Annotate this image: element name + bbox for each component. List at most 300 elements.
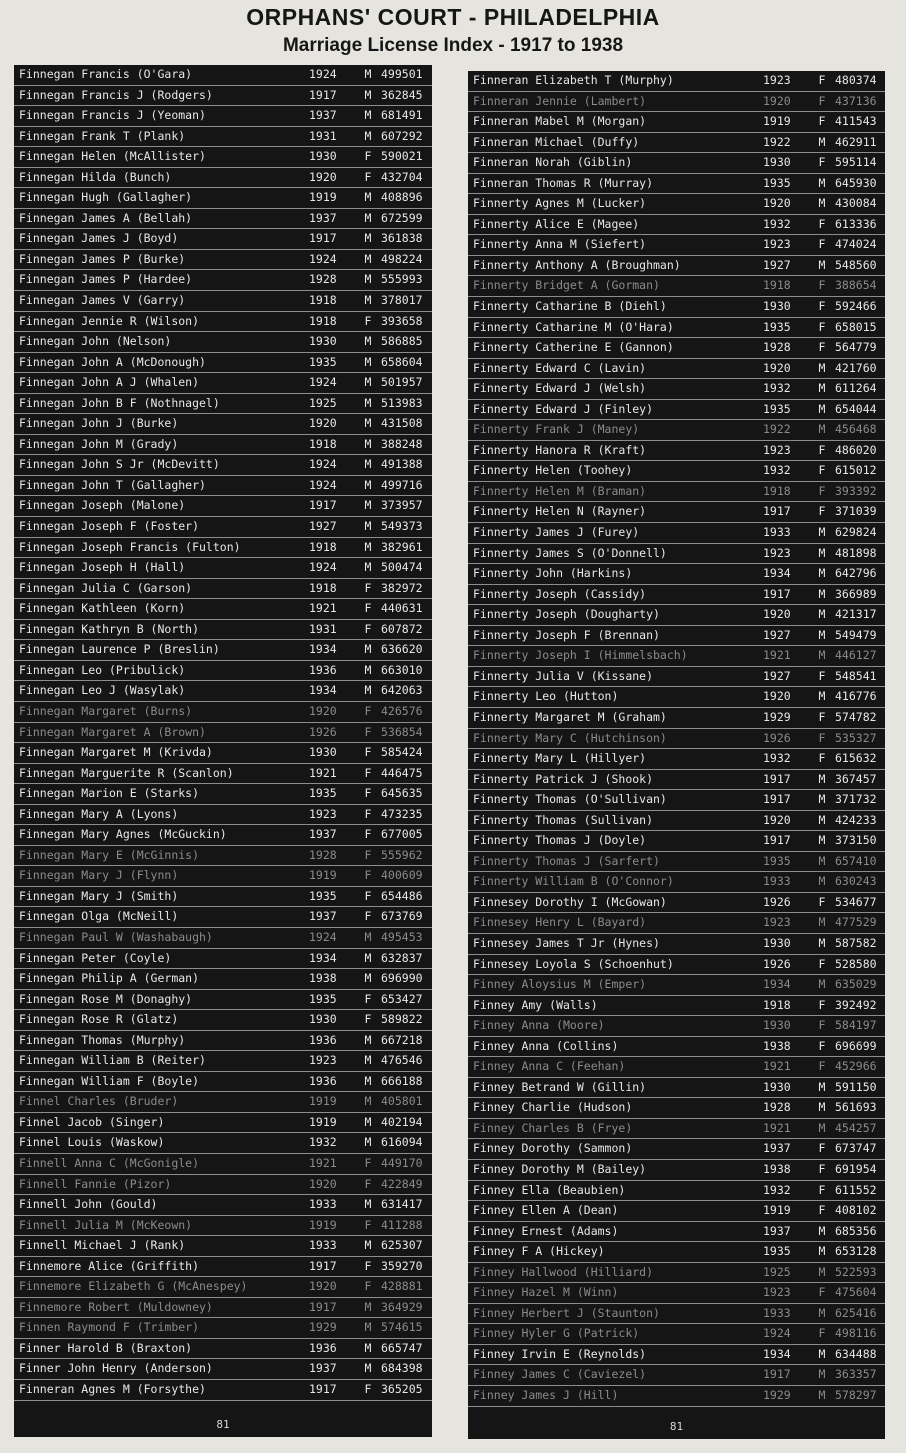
entry-name: Finney James C (Caviezel) (473, 1367, 647, 1382)
entry-sex: M (364, 190, 372, 205)
entry-license-number: 631417 (381, 1197, 423, 1212)
entry-year: 1934 (763, 1346, 791, 1361)
entry-sex: M (364, 231, 372, 246)
entry-name: Finnerty Catherine E (Gannon) (473, 340, 674, 355)
entry-license-number: 607872 (381, 621, 423, 636)
entry-year: 1934 (763, 977, 791, 992)
entry-year: 1926 (309, 724, 337, 739)
entry-license-number: 696699 (835, 1038, 877, 1053)
index-row (14, 496, 432, 517)
entry-license-number: 634488 (835, 1346, 877, 1361)
entry-name: Finnegan Margaret (Burns) (19, 703, 193, 718)
entry-sex: M (818, 689, 826, 704)
entry-sex: F (818, 114, 826, 129)
entry-sex: M (364, 1340, 372, 1355)
entry-license-number: 578297 (835, 1388, 877, 1402)
entry-sex: M (818, 381, 826, 396)
index-row (468, 687, 885, 708)
entry-sex: M (364, 1032, 372, 1047)
entry-license-number: 481898 (835, 545, 877, 560)
entry-name: Finnegan Francis J (Yeoman) (19, 108, 206, 123)
entry-name: Finney Charles B (Frye) (473, 1120, 633, 1135)
entry-name: Finnerty Thomas J (Doyle) (473, 833, 647, 848)
entry-year: 1930 (763, 155, 791, 170)
entry-year: 1935 (763, 175, 791, 190)
entry-name: Finnegan Joseph Francis (Fulton) (19, 539, 241, 554)
entry-sex: M (364, 354, 372, 369)
entry-sex: F (364, 786, 372, 801)
entry-license-number: 421760 (835, 360, 877, 375)
index-row (14, 661, 432, 682)
entry-name: Finnerty Joseph (Cassidy) (473, 586, 647, 601)
entry-sex: M (818, 360, 826, 375)
entry-sex: M (818, 175, 826, 190)
entry-sex: M (364, 1073, 372, 1088)
index-row (14, 250, 432, 271)
entry-year: 1933 (763, 525, 791, 540)
entry-year: 1923 (763, 442, 791, 457)
entry-year: 1919 (763, 114, 791, 129)
left-page-number: 81 (216, 1418, 230, 1431)
entry-sex: F (818, 668, 826, 683)
entry-license-number: 411288 (381, 1217, 423, 1232)
index-row (14, 723, 432, 744)
index-row (468, 585, 885, 606)
entry-license-number: 408102 (835, 1203, 877, 1218)
entry-sex: M (364, 1197, 372, 1212)
entry-year: 1920 (309, 1279, 337, 1294)
entry-year: 1930 (309, 1012, 337, 1027)
entry-year: 1920 (309, 416, 337, 431)
entry-name: Finney Irvin E (Reynolds) (473, 1346, 647, 1361)
entry-name: Finnerty John (Harkins) (473, 566, 633, 581)
index-row (14, 1257, 432, 1278)
entry-sex: M (818, 1367, 826, 1382)
index-row (14, 784, 432, 805)
entry-name: Finnegan John B F (Nothnagel) (19, 395, 220, 410)
entry-name: Finnegan Philip A (German) (19, 971, 200, 986)
entry-sex: M (364, 971, 372, 986)
entry-sex: M (364, 950, 372, 965)
entry-year: 1931 (309, 128, 337, 143)
entry-sex: M (818, 812, 826, 827)
entry-license-number: 367457 (835, 771, 877, 786)
entry-year: 1935 (763, 401, 791, 416)
entry-year: 1933 (763, 1305, 791, 1320)
entry-name: Finney Betrand W (Gillin) (473, 1079, 647, 1094)
entry-license-number: 611264 (835, 381, 877, 396)
entry-year: 1925 (309, 395, 337, 410)
index-row (14, 1359, 432, 1380)
entry-name: Finney Anna (Collins) (473, 1038, 619, 1053)
index-row (468, 359, 885, 380)
entry-year: 1926 (763, 730, 791, 745)
entry-year: 1917 (763, 833, 791, 848)
entry-sex: F (364, 827, 372, 842)
entry-year: 1924 (309, 375, 337, 390)
entry-name: Finnerty Joseph I (Himmelsbach) (473, 648, 688, 663)
entry-name: Finnegan Mary J (Flynn) (19, 868, 179, 883)
entry-license-number: 642063 (381, 683, 423, 698)
entry-name: Finnerty James S (O'Donnell) (473, 545, 667, 560)
entry-sex: F (818, 463, 826, 478)
entry-year: 1932 (763, 751, 791, 766)
entry-year: 1928 (309, 272, 337, 287)
entry-license-number: 642796 (835, 566, 877, 581)
entry-sex: M (818, 915, 826, 930)
entry-sex: F (818, 1161, 826, 1176)
entry-license-number: 615632 (835, 751, 877, 766)
index-row (468, 790, 885, 811)
entry-license-number: 673769 (381, 909, 423, 924)
entry-name: Finnegan John M (Grady) (19, 436, 179, 451)
entry-sex: F (818, 93, 826, 108)
entry-sex: F (818, 483, 826, 498)
entry-license-number: 473235 (381, 806, 423, 821)
entry-license-number: 654044 (835, 401, 877, 416)
entry-sex: M (818, 874, 826, 889)
entry-year: 1926 (763, 956, 791, 971)
entry-year: 1930 (309, 149, 337, 164)
entry-sex: F (818, 299, 826, 314)
entry-year: 1933 (763, 874, 791, 889)
entry-name: Finnesey James T Jr (Hynes) (473, 935, 660, 950)
entry-name: Finnerty Patrick J (Shook) (473, 771, 654, 786)
entry-sex: F (364, 169, 372, 184)
entry-license-number: 378017 (381, 293, 423, 308)
index-row (14, 949, 432, 970)
entry-license-number: 475604 (835, 1285, 877, 1300)
entry-sex: M (364, 416, 372, 431)
entry-name: Finney Herbert J (Staunton) (473, 1305, 660, 1320)
index-row (468, 770, 885, 791)
entry-license-number: 498224 (381, 251, 423, 266)
entry-name: Finnegan Joseph H (Hall) (19, 560, 186, 575)
entry-license-number: 549373 (381, 519, 423, 534)
entry-license-number: 393658 (381, 313, 423, 328)
entry-name: Finnerty Thomas J (Sarfert) (473, 853, 660, 868)
entry-sex: F (818, 709, 826, 724)
entry-sex: M (364, 683, 372, 698)
index-row (468, 1160, 885, 1181)
entry-year: 1923 (763, 915, 791, 930)
entry-name: Finnell Fannie (Pizor) (19, 1176, 172, 1191)
index-row (468, 1201, 885, 1222)
entry-license-number: 500474 (381, 560, 423, 575)
entry-name: Finnegan Olga (McNeill) (19, 909, 179, 924)
entry-license-number: 636620 (381, 642, 423, 657)
entry-license-number: 673747 (835, 1141, 877, 1156)
index-row (468, 194, 885, 215)
entry-year: 1923 (309, 1053, 337, 1068)
entry-name: Finneran Norah (Giblin) (473, 155, 633, 170)
entry-year: 1918 (763, 997, 791, 1012)
entry-name: Finnerty Alice E (Magee) (473, 216, 640, 231)
index-row (468, 482, 885, 503)
entry-year: 1935 (763, 319, 791, 334)
entry-name: Finnell John (Gould) (19, 1197, 158, 1212)
entry-license-number: 663010 (381, 662, 423, 677)
index-row (14, 1195, 432, 1216)
entry-year: 1920 (763, 607, 791, 622)
entry-name: Finney James J (Hill) (473, 1388, 619, 1402)
entry-year: 1918 (763, 483, 791, 498)
index-row (468, 71, 885, 92)
entry-license-number: 373957 (381, 498, 423, 513)
entry-sex: F (364, 313, 372, 328)
entry-name: Finnemore Robert (Muldowney) (19, 1299, 213, 1314)
entry-sex: M (818, 607, 826, 622)
entry-name: Finnegan Mary A (Lyons) (19, 806, 179, 821)
entry-name: Finnell Anna C (McGonigle) (19, 1155, 200, 1170)
index-row (468, 893, 885, 914)
entry-name: Finnegan Mary Agnes (McGuckin) (19, 827, 227, 842)
entry-license-number: 428881 (381, 1279, 423, 1294)
entry-sex: M (818, 853, 826, 868)
entry-sex: M (818, 977, 826, 992)
entry-name: Finnerty Helen M (Braman) (473, 483, 647, 498)
entry-year: 1919 (309, 1094, 337, 1109)
entry-license-number: 411543 (835, 114, 877, 129)
index-row (468, 626, 885, 647)
entry-sex: F (818, 1285, 826, 1300)
entry-name: Finnerty Thomas (O'Sullivan) (473, 792, 667, 807)
entry-sex: M (364, 1114, 372, 1129)
entry-sex: M (364, 1320, 372, 1335)
entry-name: Finnegan Frank T (Plank) (19, 128, 186, 143)
entry-sex: M (364, 560, 372, 575)
index-row (14, 106, 432, 127)
page-header (0, 4, 906, 58)
entry-name: Finnegan Laurence P (Breslin) (19, 642, 220, 657)
entry-license-number: 499501 (381, 67, 423, 81)
entry-license-number: 592466 (835, 299, 877, 314)
entry-year: 1935 (309, 888, 337, 903)
entry-sex: M (818, 771, 826, 786)
entry-license-number: 574615 (381, 1320, 423, 1335)
entry-year: 1924 (763, 1326, 791, 1341)
entry-year: 1934 (763, 566, 791, 581)
entry-license-number: 366989 (835, 586, 877, 601)
entry-sex: F (818, 751, 826, 766)
entry-sex: M (818, 134, 826, 149)
entry-name: Finneran Elizabeth T (Murphy) (473, 73, 674, 87)
index-row (14, 270, 432, 291)
index-row (468, 1222, 885, 1243)
entry-sex: F (364, 724, 372, 739)
index-row (468, 729, 885, 750)
entry-year: 1937 (309, 210, 337, 225)
index-row (468, 523, 885, 544)
entry-year: 1933 (309, 1238, 337, 1253)
entry-year: 1932 (309, 1135, 337, 1150)
entry-license-number: 393392 (835, 483, 877, 498)
entry-license-number: 373150 (835, 833, 877, 848)
entry-name: Finnerty Julia V (Kissane) (473, 668, 654, 683)
entry-sex: M (364, 1361, 372, 1376)
entry-year: 1921 (309, 1155, 337, 1170)
index-row (468, 338, 885, 359)
entry-year: 1917 (763, 586, 791, 601)
entry-year: 1918 (309, 539, 337, 554)
entry-sex: M (364, 539, 372, 554)
entry-sex: F (818, 340, 826, 355)
entry-sex: F (364, 991, 372, 1006)
entry-name: Finney Amy (Walls) (473, 997, 598, 1012)
entry-name: Finney Hyler G (Patrick) (473, 1326, 640, 1341)
entry-sex: F (818, 997, 826, 1012)
entry-license-number: 400609 (381, 868, 423, 883)
entry-name: Finnegan Mary E (McGinnis) (19, 847, 200, 862)
entry-sex: F (818, 1203, 826, 1218)
entry-name: Finnerty Helen N (Rayner) (473, 504, 647, 519)
entry-year: 1917 (763, 504, 791, 519)
entry-year: 1929 (763, 1388, 791, 1402)
index-row (14, 1216, 432, 1237)
index-row (468, 605, 885, 626)
index-row (14, 394, 432, 415)
entry-license-number: 365205 (381, 1382, 423, 1396)
entry-year: 1934 (309, 683, 337, 698)
entry-sex: F (364, 1155, 372, 1170)
entry-license-number: 696990 (381, 971, 423, 986)
index-row (468, 133, 885, 154)
entry-sex: F (364, 847, 372, 862)
entry-year: 1937 (309, 827, 337, 842)
entry-sex: F (818, 319, 826, 334)
entry-name: Finneran Agnes M (Forsythe) (19, 1382, 206, 1396)
entry-license-number: 522593 (835, 1264, 877, 1279)
entry-name: Finney Ernest (Adams) (473, 1223, 619, 1238)
index-row (14, 1051, 432, 1072)
entry-year: 1919 (309, 1114, 337, 1129)
entry-sex: F (818, 237, 826, 252)
entry-year: 1920 (763, 812, 791, 827)
entry-year: 1917 (309, 1299, 337, 1314)
entry-license-number: 667218 (381, 1032, 423, 1047)
entry-year: 1927 (763, 627, 791, 642)
entry-sex: M (818, 1079, 826, 1094)
entry-year: 1935 (309, 991, 337, 1006)
entry-year: 1927 (309, 519, 337, 534)
entry-name: Finnerty William B (O'Connor) (473, 874, 674, 889)
index-row (468, 811, 885, 832)
entry-license-number: 392492 (835, 997, 877, 1012)
entry-name: Finnegan Julia C (Garson) (19, 580, 193, 595)
entry-name: Finnerty Edward J (Welsh) (473, 381, 647, 396)
index-row (14, 702, 432, 723)
entry-license-number: 585424 (381, 745, 423, 760)
entry-license-number: 625307 (381, 1238, 423, 1253)
entry-name: Finney Hallwood (Hilliard) (473, 1264, 654, 1279)
index-row (14, 86, 432, 107)
entry-license-number: 498116 (835, 1326, 877, 1341)
index-row (468, 1324, 885, 1345)
entry-license-number: 449170 (381, 1155, 423, 1170)
entry-sex: M (818, 566, 826, 581)
entry-year: 1924 (309, 477, 337, 492)
entry-license-number: 462911 (835, 134, 877, 149)
entry-year: 1920 (309, 169, 337, 184)
entry-sex: M (364, 519, 372, 534)
entry-name: Finneran Mabel M (Morgan) (473, 114, 647, 129)
entry-name: Finnel Louis (Waskow) (19, 1135, 165, 1150)
entry-year: 1920 (309, 1176, 337, 1191)
entry-license-number: 589822 (381, 1012, 423, 1027)
entry-name: Finnegan Hilda (Bunch) (19, 169, 172, 184)
entry-license-number: 437136 (835, 93, 877, 108)
index-row (14, 579, 432, 600)
entry-license-number: 590021 (381, 149, 423, 164)
entry-license-number: 421317 (835, 607, 877, 622)
entry-year: 1918 (309, 580, 337, 595)
index-row (14, 681, 432, 702)
index-row (468, 1078, 885, 1099)
entry-year: 1929 (309, 1320, 337, 1335)
entry-year: 1928 (763, 340, 791, 355)
index-row (14, 764, 432, 785)
index-row (14, 907, 432, 928)
index-row (468, 318, 885, 339)
entry-name: Finnegan Thomas (Murphy) (19, 1032, 186, 1047)
entry-year: 1923 (309, 806, 337, 821)
entry-year: 1938 (309, 971, 337, 986)
entry-name: Finnemore Alice (Griffith) (19, 1258, 200, 1273)
index-row (468, 235, 885, 256)
entry-license-number: 405801 (381, 1094, 423, 1109)
entry-year: 1926 (763, 894, 791, 909)
entry-sex: M (364, 642, 372, 657)
entry-name: Finnerty Mary L (Hillyer) (473, 751, 647, 766)
index-row (14, 414, 432, 435)
entry-sex: M (818, 627, 826, 642)
entry-license-number: 672599 (381, 210, 423, 225)
entry-license-number: 431508 (381, 416, 423, 431)
index-row (14, 1298, 432, 1319)
index-row (468, 1263, 885, 1284)
entry-sex: M (818, 792, 826, 807)
entry-name: Finnerty Anthony A (Broughman) (473, 257, 681, 272)
entry-name: Finnegan James A (Bellah) (19, 210, 193, 225)
entry-year: 1923 (763, 545, 791, 560)
entry-license-number: 658604 (381, 354, 423, 369)
entry-sex: F (364, 580, 372, 595)
entry-license-number: 629824 (835, 525, 877, 540)
entry-name: Finnegan Hugh (Gallagher) (19, 190, 193, 205)
entry-license-number: 536854 (381, 724, 423, 739)
entry-license-number: 361838 (381, 231, 423, 246)
entry-sex: F (364, 765, 372, 780)
index-row (14, 599, 432, 620)
entry-year: 1937 (763, 1223, 791, 1238)
index-row (468, 1181, 885, 1202)
entry-license-number: 625416 (835, 1305, 877, 1320)
index-row (468, 420, 885, 441)
entry-sex: M (818, 586, 826, 601)
entry-name: Finnerty Hanora R (Kraft) (473, 442, 647, 457)
entry-year: 1928 (763, 1100, 791, 1115)
index-row (468, 256, 885, 277)
entry-license-number: 452966 (835, 1059, 877, 1074)
index-row (468, 1119, 885, 1140)
entry-name: Finnegan James P (Burke) (19, 251, 186, 266)
entry-license-number: 632837 (381, 950, 423, 965)
entry-license-number: 364929 (381, 1299, 423, 1314)
entry-license-number: 684398 (381, 1361, 423, 1376)
index-row (14, 558, 432, 579)
entry-license-number: 446127 (835, 648, 877, 663)
entry-sex: M (818, 1264, 826, 1279)
